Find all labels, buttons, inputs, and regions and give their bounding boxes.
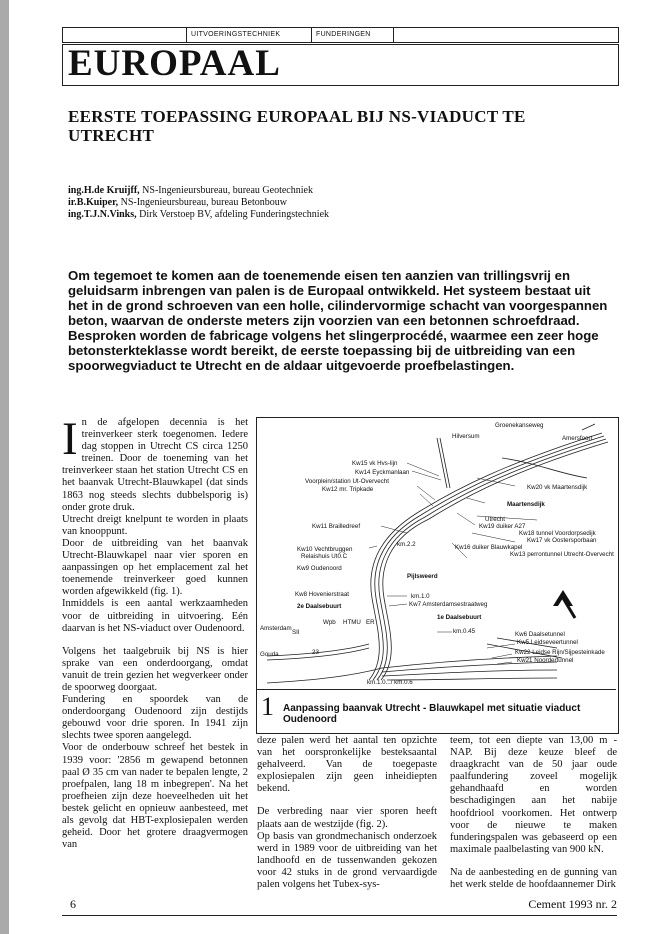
- map-label: Kw18 tunnel Voordorpsedijk: [519, 530, 596, 537]
- body-paragraph: teem, tot een diepte van 13,00 m - NAP. Bij deze keuze bleef de draagkracht van de 50 jaar oude paalfundering zoveel mogelijk gehandhaafd en worden beschadigingen aan het nabije hoofdriool voorkomen. Het ontwerp voor de nieuwe te maken funderingspalen was gebaseerd op een maximale paalbelasting van 900 kN.: [450, 735, 617, 855]
- map-label: Kw14 Eyckmanlaan: [355, 469, 410, 476]
- body-paragraph: Fundering en spoordek van de onderdoorgang Oudenoord zijn destijds gebouwd voor drie sporen. In 1941 zijn slechts twee sporen aangelegd.: [62, 694, 248, 742]
- map-label: Kw8 Hovenierstraat: [295, 591, 349, 598]
- map-label: Kw7 Amsterdamsestraatweg: [409, 601, 488, 608]
- title-box: [62, 44, 619, 86]
- page-number: 6: [70, 897, 76, 911]
- lead-text: Om tegemoet te komen aan de toenemende eisen ten aanzien van trillingsvrij en geluidsarm inbrengen van palen is de Europaal ontwikkeld. Het systeem bestaat uit het in de grond schroeven van een holle, cilindervormige schacht van voorgespannen beton, waarvan de onderste meters zijn voorzien van een betonnen schroefdraad.: [68, 268, 608, 328]
- drop-cap: I: [62, 413, 78, 465]
- north-arrow-icon: [553, 590, 575, 618]
- body-paragraph: Volgens het taalgebruik bij NS is hier sprake van een onderdoorgang, omdat vanuit de trein gezien het wegverkeer onder de spoorweg doorgaat.: [62, 645, 248, 693]
- body-paragraph: In de afgelopen decennia is het treinverkeer sterk toegenomen. Iedere dag stoppen in Utrecht CS circa 1250 treinen. Door de toeneming van het treinverkeer staan het station Utrecht CS en het baanvak Utrecht-Blauwkapel (dat sinds 1863 nog steeds slechts dubbelsporig is) onder grote druk.: [62, 413, 248, 513]
- map-label: Kw10 Vechtbruggen: [297, 546, 353, 553]
- map-label: Voorplein/station Ut-Overvecht: [305, 478, 389, 485]
- lead-paragraph: [68, 268, 613, 373]
- author-list: [68, 185, 329, 221]
- map-label: HTMU: [343, 619, 361, 626]
- map-label: Kw15 vk Hvs-lijn: [352, 460, 398, 467]
- text-column-2: [257, 735, 437, 891]
- map-label: ER: [366, 619, 375, 626]
- map-label: 2e Daalsebuurt: [297, 603, 342, 610]
- map-label: 23: [312, 649, 319, 656]
- body-paragraph: deze palen werd het aantal ten opzichte van het oorspronkelijke besteksaantal gehalveerd. Van de toegepaste explosiepalen zijn geen inheidiepten bekend.: [257, 735, 437, 795]
- figure-title: Aanpassing baanvak Utrecht - Blauwkapel met situatie viaduct Oudenoord: [283, 703, 581, 725]
- header-empty-cell: [63, 28, 187, 42]
- figure-1-map: [256, 417, 619, 734]
- map-label: Groenekanseweg: [495, 422, 544, 429]
- body-paragraph: Door de uitbreiding van het baanvak Utrecht-Blauwkapel naar vier sporen en aanpassingen op het emplacement zal het toenemende treinverkeer goed kunnen worden afgewikkeld (fig. 1).: [62, 537, 248, 598]
- body-paragraph: Op basis van grondmechanisch onderzoek werd in 1989 voor de uitbreiding van het landhoofd en de tussenwanden gekozen voor 42 stuks in de grond vervaardigde palen volgens het Tubex-sys-: [257, 830, 437, 891]
- author-line: ir.B.Kuiper, NS-Ingenieursbureau, bureau Betonbouw: [68, 197, 287, 208]
- body-paragraph: Voor de onderbouw schreef het bestek in 1939 voor: '2856 m gewapend betonnen paal Ø 35 cm van nader te bepalen lengte, 2 proefpalen, lang 18 m inbegrepen'. Na het proefheien zijn deze hoeveelheden uit het bestek gelicht en opnieuw aanbesteed, met als gevolg dat HBT-explosiepalen werden geheid. Door het grotere draagvermogen van: [62, 742, 248, 851]
- page-title: EUROPAAL: [68, 43, 281, 84]
- figure-caption: [257, 689, 616, 734]
- text-column-1: [62, 413, 248, 851]
- map-label: Wpb: [323, 619, 336, 626]
- lead-text: Besproken worden de fabricage volgens het slingerprocédé, waarmee een zeer hoge betonsterkteklasse wordt bereikt, de eerste toepassing bij de uitbreiding van een spoorwegviaduct te Utrecht en de aldaar uitgevoerde proefbelastingen.: [68, 328, 599, 373]
- map-label: Kw9 Oudenoord: [297, 565, 342, 572]
- header-section: UITVOERINGSTECHNIEK: [187, 28, 312, 42]
- header-topic: FUNDERINGEN: [312, 28, 394, 42]
- body-paragraph: Na de aanbesteding en de gunning van het werk stelde de hoofdaannemer Dirk: [450, 866, 617, 891]
- body-paragraph: Inmiddels is een aantal werkzaamheden voor de uitbreiding in uitvoering. Eén daarvan is het NS-viaduct over Oudenoord.: [62, 598, 248, 634]
- author-line: ing.H.de Kruijff, NS-Ingenieursbureau, bureau Geotechniek: [68, 185, 313, 196]
- map-label: km.2.2: [397, 541, 416, 548]
- author-line: ing.T.J.N.Vinks, Dirk Verstoep BV, afdeling Funderingstechniek: [68, 209, 330, 220]
- journal-issue: Cement 1993 nr. 2: [528, 897, 617, 911]
- body-paragraph: De verbreding naar vier sporen heeft plaats aan de westzijde (fig. 2).: [257, 806, 437, 830]
- map-label: Utrecht: [485, 516, 505, 523]
- map-label: Kw11 Brailledreef: [312, 523, 361, 530]
- binding-edge: [0, 0, 9, 934]
- body-paragraph: Utrecht dreigt knelpunt te worden in plaats van knooppunt.: [62, 513, 248, 537]
- map-label: 1e Daalsebuurt: [437, 614, 482, 621]
- map-label: Kw19 duiker A27: [479, 523, 526, 530]
- figure-number: 1: [261, 692, 274, 721]
- map-label: SII: [292, 629, 300, 636]
- map-label: Hilversum: [452, 433, 480, 440]
- map-label: Relaishuis Ut0.C: [301, 553, 348, 560]
- map-label: Kw17 vk Oostersporbaan: [527, 537, 597, 544]
- map-label: Kw20 vk Maartensdijk: [527, 484, 588, 491]
- header-bar: [62, 27, 619, 43]
- map-label: Amsterdam: [260, 625, 292, 632]
- article-subtitle: EERSTE TOEPASSING EUROPAAL BIJ NS-VIADUCT TE UTRECHT: [68, 107, 526, 145]
- map-label: Kw22 Leidse Rijn/Sijpesteinkade: [515, 649, 605, 656]
- map-label: Maartensdijk: [507, 501, 545, 508]
- railway-map: [257, 418, 618, 688]
- map-label: Kw13 perrontunnel Utrecht-Overvecht: [510, 551, 614, 558]
- map-label: Kw6 Daalsetunnel: [515, 631, 565, 638]
- map-label: Amersfoort: [562, 435, 593, 442]
- text-column-3: [450, 735, 617, 891]
- map-label: Gouda: [260, 651, 279, 658]
- map-label: Kw5 Leidseveertunnel: [517, 639, 578, 646]
- footer-rule: [62, 915, 617, 916]
- map-label: Kw12 mr. Tripkade: [322, 486, 374, 493]
- map-label: km.0.45: [453, 628, 476, 635]
- map-label: km.1.0: [411, 593, 430, 600]
- map-label: Pijlsweerd: [407, 573, 438, 580]
- map-label: Kw21 Noordertunnel: [517, 657, 574, 664]
- map-label: Kw16 duiker Blauwkapel: [455, 544, 523, 551]
- map-label: km.1.0.../ km.0.6: [367, 679, 413, 686]
